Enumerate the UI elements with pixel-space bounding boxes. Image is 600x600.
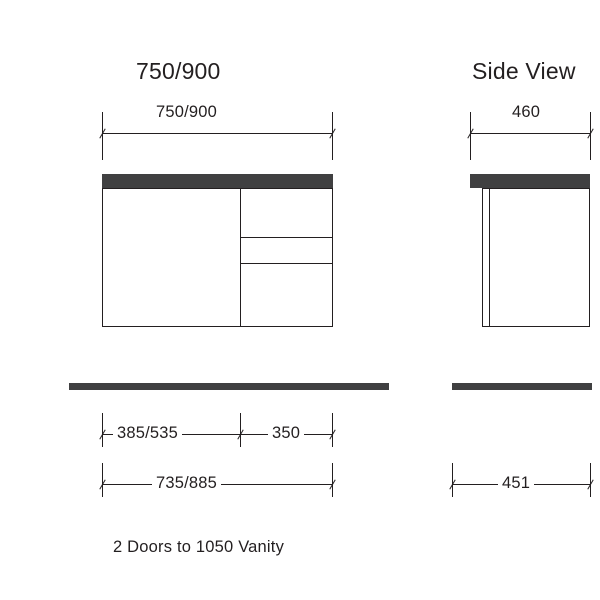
drawing-caption: 2 Doors to 1050 Vanity [113, 538, 285, 556]
front-seg-label-left: 385/535 [113, 424, 182, 443]
side-lower-extension-right [590, 463, 591, 497]
side-lower-dim-label: 451 [498, 474, 534, 493]
front-seg-extension-right [332, 413, 333, 447]
side-top-dim-label: 460 [508, 103, 544, 122]
front-top-dim-line [102, 133, 332, 134]
front-view-title: 750/900 [136, 58, 221, 84]
side-cabinet-door-edge [489, 188, 490, 327]
front-seg-extension-mid [240, 413, 241, 447]
side-counter-top [470, 174, 590, 188]
side-view-title: Side View [472, 58, 576, 84]
front-top-dim-extension-left [102, 112, 103, 160]
side-top-dim-extension-left [470, 112, 471, 160]
front-total-extension-right [332, 463, 333, 497]
side-top-dim-line [470, 133, 590, 134]
front-drawer-line-lower [240, 263, 333, 264]
front-seg-label-right: 350 [268, 424, 304, 443]
side-cabinet-body [482, 188, 590, 327]
front-top-dim-extension-right [332, 112, 333, 160]
front-cabinet-body [102, 188, 333, 327]
front-seg-extension-left [102, 413, 103, 447]
front-total-dim-label: 735/885 [152, 474, 221, 493]
front-top-dim-label: 750/900 [152, 103, 221, 122]
front-drawer-line-upper [240, 237, 333, 238]
side-plan-bar [452, 383, 592, 390]
front-cabinet-divider [240, 188, 241, 327]
side-top-dim-extension-right [590, 112, 591, 160]
front-plan-bar [69, 383, 389, 390]
front-total-extension-left [102, 463, 103, 497]
front-counter-top [102, 174, 333, 188]
side-lower-extension-left [452, 463, 453, 497]
